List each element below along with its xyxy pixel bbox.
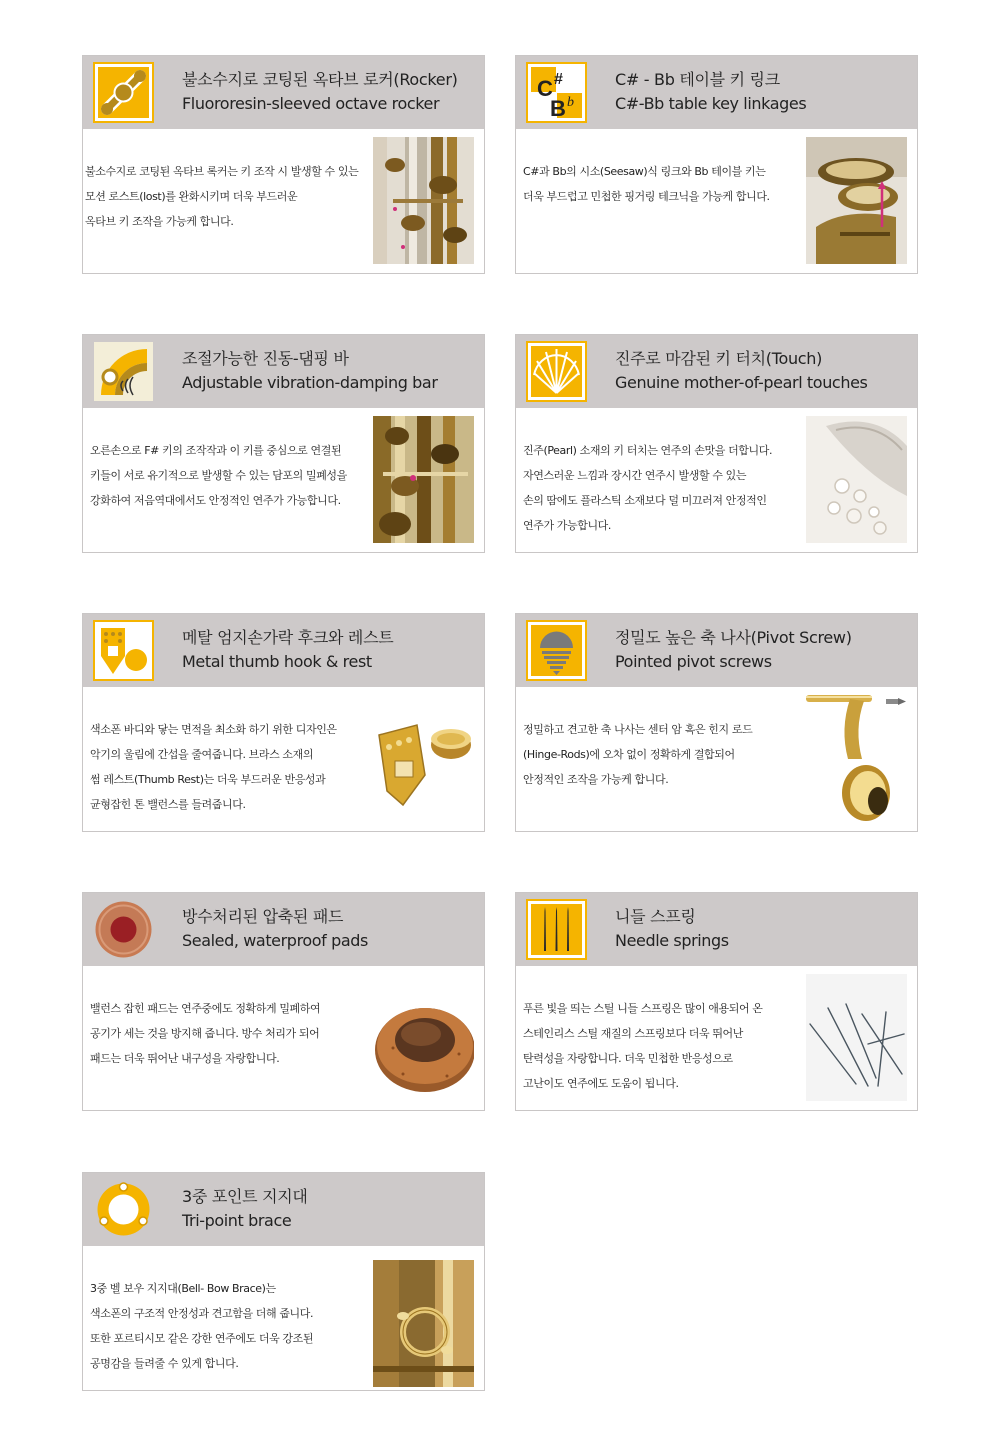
feature-description: [523, 159, 813, 209]
description-line: 푸른 빛을 띄는 스틸 니들 스프링은 많이 애용되어 온: [523, 1002, 763, 1015]
description-line: 스테인리스 스틸 재질의 스프링보다 더욱 뛰어난: [523, 1027, 744, 1040]
feature-title-en: Pointed pivot screws: [615, 652, 772, 671]
feature-description: [523, 438, 813, 538]
feature-title-en: Adjustable vibration-damping bar: [182, 373, 438, 392]
card-header: [83, 335, 484, 408]
feature-title-ko: 정밀도 높은 축 나사(Pivot Screw): [615, 628, 852, 647]
description-line: 썸 레스트(Thumb Rest)는 더욱 부드러운 반응성과: [90, 773, 326, 786]
card-header: [83, 1173, 484, 1246]
description-line: 불소수지로 코팅된 옥타브 록커는 키 조작 시 발생할 수 있는: [85, 165, 359, 178]
tri-point-brace-photo: [373, 1260, 474, 1387]
needle-springs-icon: [526, 899, 587, 960]
table-key-photo: [806, 137, 907, 264]
card-body: [83, 1246, 484, 1390]
feature-card-pivot-screws: [515, 613, 918, 832]
card-body: [83, 687, 484, 831]
svg-text:b: b: [567, 95, 574, 110]
description-line: 더욱 부드럽고 민첩한 핑거링 테크닉을 가능케 합니다.: [523, 190, 770, 203]
damping-bar-photo: [373, 416, 474, 543]
octave-rocker-photo: [373, 137, 474, 264]
description-line: 옥타브 키 조작을 가능케 합니다.: [85, 215, 234, 228]
pearl-shell-icon: [526, 341, 587, 402]
feature-title-ko: 방수처리된 압축된 패드: [182, 907, 344, 926]
description-line: 키들이 서로 유기적으로 발생할 수 있는 담포의 밀폐성을: [90, 469, 347, 482]
feature-title-en: Metal thumb hook & rest: [182, 652, 372, 671]
description-line: 악기의 울림에 간섭을 줄여줍니다. 브라스 소재의: [90, 748, 314, 761]
feature-card-thumb-hook: [82, 613, 485, 832]
description-line: (Hinge-Rods)에 오차 없이 정확하게 결합되어: [523, 748, 735, 761]
feature-title-ko: 니들 스프링: [615, 907, 696, 926]
feature-card-pads: [82, 892, 485, 1111]
description-line: 공명감을 들려줄 수 있게 합니다.: [90, 1357, 239, 1370]
card-body: [83, 129, 484, 273]
feature-description: [90, 438, 380, 513]
card-body: [516, 966, 917, 1110]
feature-card-octave-rocker: [82, 55, 485, 274]
description-line: 3중 벨 보우 지지대(Bell- Bow Brace)는: [90, 1282, 276, 1295]
pad-photo: [373, 974, 474, 1101]
feature-card-pearl-touches: [515, 334, 918, 553]
csharp-bflat-icon: [526, 62, 587, 123]
description-line: 균형잡힌 톤 밸런스를 들려줍니다.: [90, 798, 246, 811]
feature-card-tri-point-brace: [82, 1172, 485, 1391]
description-line: 정밀하고 견고한 축 나사는 센터 암 혹은 힌지 로드: [523, 723, 753, 736]
svg-text:#: #: [554, 71, 563, 88]
card-body: [516, 129, 917, 273]
svg-text:B: B: [550, 96, 566, 121]
feature-description: [90, 996, 380, 1071]
feature-description: [90, 1276, 380, 1376]
card-body: [516, 408, 917, 552]
description-line: 또한 포르티시모 같은 강한 연주에도 더욱 강조된: [90, 1332, 314, 1345]
thumb-hook-icon: [93, 620, 154, 681]
description-line: 안정적인 조작을 가능케 합니다.: [523, 773, 669, 786]
card-body: [83, 966, 484, 1110]
description-line: 색소폰 바디와 닿는 면적을 최소화 하기 위한 디자인은: [90, 723, 337, 736]
description-line: 고난이도 연주에도 도움이 됩니다.: [523, 1077, 679, 1090]
tri-point-brace-icon: [93, 1179, 154, 1240]
pad-icon: [93, 899, 154, 960]
feature-title-en: C#-Bb table key linkages: [615, 94, 807, 113]
card-header: [83, 893, 484, 966]
description-line: 연주가 가능합니다.: [523, 519, 612, 532]
description-line: 강화하여 저음역대에서도 안정적인 연주가 가능합니다.: [90, 494, 341, 507]
pivot-screw-icon: [526, 620, 587, 681]
feature-title-ko: C# - Bb 테이블 키 링크: [615, 70, 780, 89]
card-header: [516, 56, 917, 129]
damping-bar-icon: [93, 341, 154, 402]
card-body: [83, 408, 484, 552]
feature-card-table-key-linkages: [515, 55, 918, 274]
feature-card-needle-springs: [515, 892, 918, 1111]
needle-springs-photo: [806, 974, 907, 1101]
feature-title-en: Genuine mother-of-pearl touches: [615, 373, 868, 392]
card-header: [83, 56, 484, 129]
card-body: [516, 687, 917, 831]
thumb-hook-photo: [373, 695, 474, 822]
pearl-photo: [806, 416, 907, 543]
feature-title-ko: 조절가능한 진동-댐핑 바: [182, 349, 349, 368]
feature-title-en: Fluororesin-sleeved octave rocker: [182, 94, 440, 113]
svg-text:C: C: [537, 76, 553, 101]
card-header: [516, 614, 917, 687]
card-header: [516, 335, 917, 408]
feature-title-ko: 진주로 마감된 키 터치(Touch): [615, 349, 823, 368]
feature-title-en: Sealed, waterproof pads: [182, 931, 368, 950]
octave-rocker-icon: [93, 62, 154, 123]
card-header: [83, 614, 484, 687]
description-line: 패드는 더욱 뛰어난 내구성을 자랑합니다.: [90, 1052, 280, 1065]
description-line: 손의 땀에도 플라스틱 소재보다 덜 미끄러져 안정적인: [523, 494, 767, 507]
description-line: 공기가 세는 것을 방지해 줍니다. 방수 처리가 되어: [90, 1027, 320, 1040]
card-header: [516, 893, 917, 966]
description-line: 진주(Pearl) 소재의 키 터치는 연주의 손맛을 더합니다.: [523, 444, 773, 457]
pivot-screw-photo: [806, 689, 907, 826]
description-line: 오른손으로 F# 키의 조작작과 이 키를 중심으로 연결된: [90, 444, 342, 457]
description-line: 밸런스 잡힌 패드는 연주중에도 정확하게 밀폐하여: [90, 1002, 321, 1015]
feature-card-damping-bar: [82, 334, 485, 553]
feature-description: [523, 717, 813, 792]
description-line: C#과 Bb의 시소(Seesaw)식 링크와 Bb 테이블 키는: [523, 165, 766, 178]
feature-description: [523, 996, 813, 1096]
description-line: 탄력성을 자랑합니다. 더욱 민첩한 반응성으로: [523, 1052, 733, 1065]
feature-description: [90, 717, 380, 817]
feature-title-ko: 불소수지로 코팅된 옥타브 로커(Rocker): [182, 70, 458, 89]
description-line: 자연스러운 느낌과 장시간 연주시 발생할 수 있는: [523, 469, 747, 482]
description-line: 색소폰의 구조적 안정성과 견고함을 더해 줍니다.: [90, 1307, 314, 1320]
feature-title-en: Needle springs: [615, 931, 729, 950]
description-line: 모션 로스트(lost)를 완화시키며 더욱 부드러운: [85, 190, 298, 203]
feature-title-ko: 메탈 엄지손가락 후크와 레스트: [182, 628, 394, 647]
feature-title-en: Tri-point brace: [182, 1211, 292, 1230]
feature-title-ko: 3중 포인트 지지대: [182, 1187, 308, 1206]
feature-description: [85, 159, 375, 234]
